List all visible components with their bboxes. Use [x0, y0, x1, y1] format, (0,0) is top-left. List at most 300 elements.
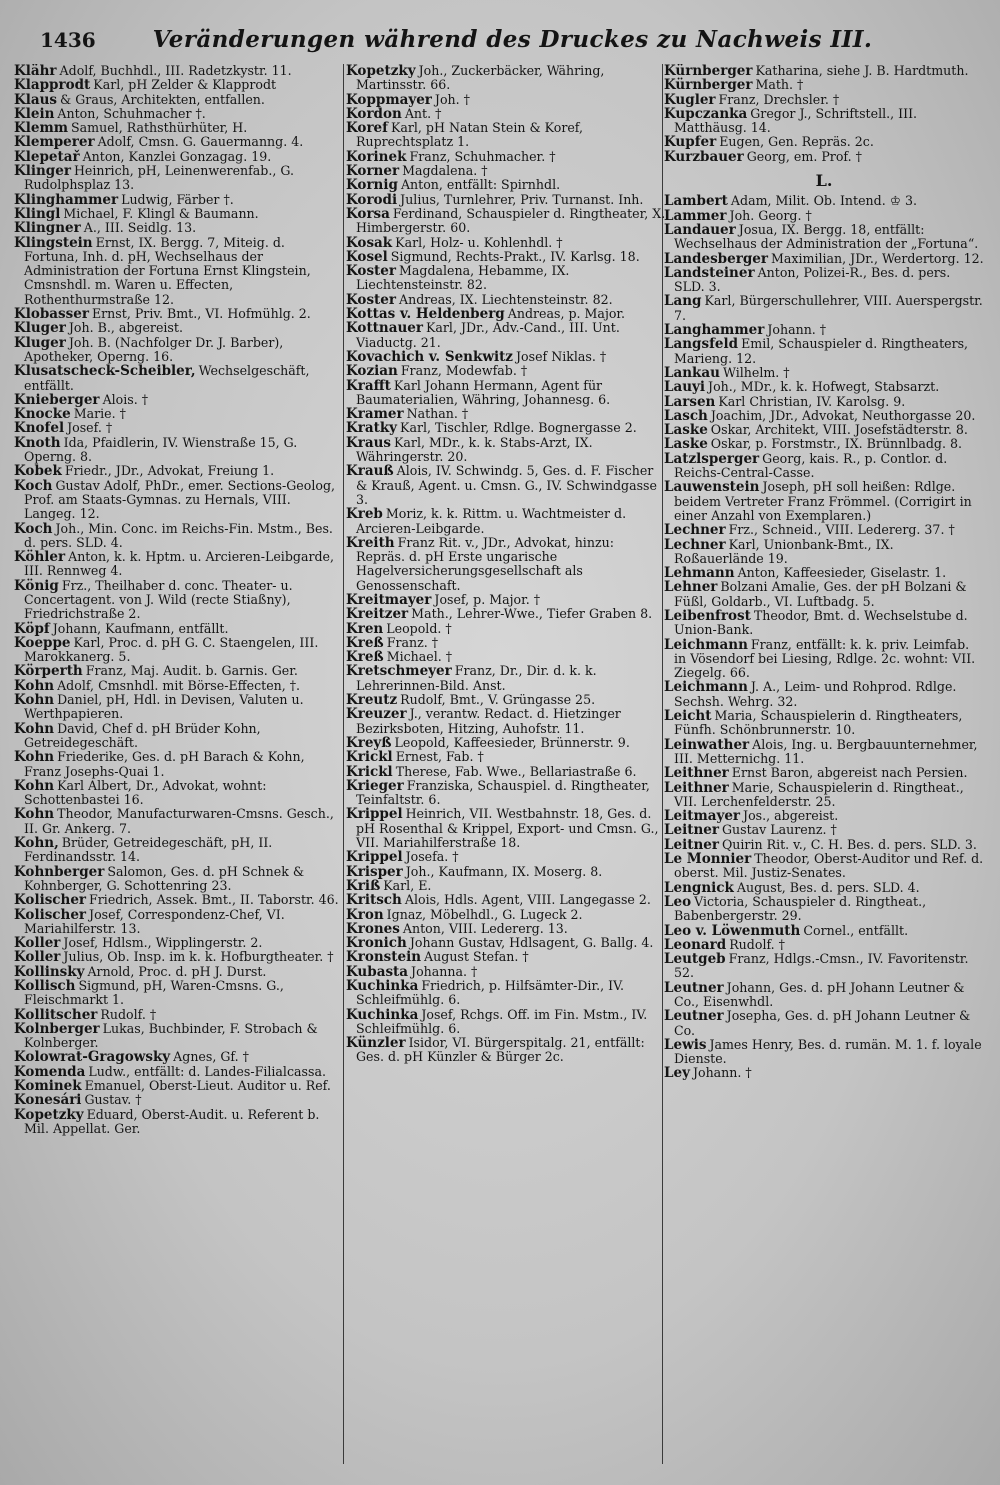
directory-entry: [346, 107, 666, 121]
entry-text: August Stefan. †: [424, 949, 529, 965]
entry-name: Kuchinka: [346, 1006, 419, 1023]
directory-entry: [346, 264, 666, 293]
entry-text: Karl Albert, Dr., Advokat, wohnt: Schottenbastei 16.: [24, 777, 267, 808]
directory-entry: [664, 337, 984, 366]
entry-name: Kohn: [14, 692, 55, 709]
entry-text: David, Chef d. pH Brüder Kohn, Getreidegeschäft.: [24, 720, 261, 750]
directory-entry: [14, 522, 342, 551]
entry-name: Kosak: [346, 234, 393, 251]
directory-entry: [14, 779, 342, 808]
entry-name: Leonard: [664, 936, 727, 953]
entry-name: Lewis: [664, 1036, 707, 1053]
directory-entry: [664, 150, 984, 164]
entry-name: Künzler: [346, 1035, 406, 1052]
directory-entry: [664, 323, 984, 337]
entry-name: Laske: [664, 436, 708, 453]
directory-entry: [346, 893, 666, 907]
directory-entry: [14, 436, 342, 465]
entry-text: Gustav Laurenz. †: [721, 822, 837, 838]
directory-entry: [14, 950, 342, 964]
directory-entry: [14, 664, 342, 678]
entry-name: Krisper: [346, 863, 403, 880]
entry-name: Koller: [14, 949, 61, 966]
directory-entry: [346, 164, 666, 178]
entry-text: Alois, Ing. u. Bergbauunternehmer, III. Metternichg. 11.: [674, 736, 978, 766]
directory-entry: [664, 252, 984, 266]
entry-name: Lankau: [664, 364, 720, 381]
directory-entry: [346, 936, 666, 950]
entry-text: J., verantw. Redact. d. Hietzinger Bezirksboten, Hitzing, Auhofstr. 11.: [356, 706, 621, 736]
directory-entry: [664, 1038, 984, 1067]
entry-name: Klapprodt: [14, 77, 91, 94]
directory-entry: [14, 693, 342, 722]
entry-name: Koch: [14, 477, 53, 494]
entry-text: Daniel, pH, Hdl. in Devisen, Valuten u. Werthpapieren.: [24, 692, 304, 722]
directory-entry: [346, 1008, 666, 1037]
entry-name: Klein: [14, 105, 55, 122]
entry-text: Franz, entfällt: k. k. priv. Leimfab. in Vösendorf bei Liesing, Rdlge. 2c. wohnt: VII. Ziegelg. 66.: [674, 636, 976, 681]
entry-text: Heinrich, pH, Leinenwerenfab., G. Rudolphsplaz 13.: [24, 163, 294, 193]
entry-text: Frz., Schneid., VIII. Ledererg. 37. †: [728, 522, 955, 538]
entry-name: Klähr: [14, 64, 57, 79]
entry-text: Frz., Theilhaber d. conc. Theater- u. Concertagent. von J. Wild (recte Stiaßny), Friedrichstraße 2.: [24, 577, 293, 622]
entry-name: Kreutz: [346, 692, 398, 709]
entry-text: Alois, Hdls. Agent, VIII. Langegasse 2.: [404, 892, 651, 908]
directory-entry: [346, 293, 666, 307]
directory-entry: [346, 850, 666, 864]
entry-name: Klaus: [14, 91, 58, 108]
entry-text: Johann, Ges. d. pH Johann Leutner & Co., Eisenwhdl.: [674, 979, 965, 1009]
entry-text: Friedrich, Assek. Bmt., II. Taborstr. 46.: [89, 892, 339, 908]
directory-entry: [664, 881, 984, 895]
entry-name: Kreß: [346, 634, 384, 651]
entry-text: Adam, Milit. Ob. Intend. ♔ 3.: [730, 193, 918, 209]
entry-name: Kluger: [14, 320, 66, 337]
entry-name: Lengnick: [664, 879, 734, 896]
entry-name: Lambert: [664, 193, 728, 210]
entry-name: Kollisch: [14, 978, 76, 994]
directory-entry: [14, 164, 342, 193]
entry-text: Anton, VIII. Ledererg. 13.: [402, 920, 568, 936]
entry-text: Franz, Maj. Audit. b. Garnis. Ger.: [85, 663, 298, 679]
entry-text: Gustav Adolf, PhDr., emer. Sections-Geolog, Prof. am Staats-Gymnas. zu Hernals, VIII. Langeg. 12.: [24, 477, 336, 522]
entry-name: Korodi: [346, 191, 398, 208]
directory-entry: [664, 580, 984, 609]
directory-entry: [664, 209, 984, 223]
entry-name: Kominek: [14, 1078, 82, 1095]
entry-text: Ferdinand, Schauspieler d. Ringtheater, X. Himbergerstr. 60.: [356, 205, 666, 236]
directory-entry: [346, 707, 666, 736]
entry-text: Theodor, Manufacturwaren-Cmsns. Gesch., II. Gr. Ankerg. 7.: [24, 806, 334, 836]
entry-text: Eduard, Oberst-Audit. u. Referent b. Mil. Appellat. Ger.: [24, 1106, 320, 1136]
directory-entry: [664, 981, 984, 1010]
entry-text: Julius, Turnlehrer, Priv. Turnanst. Inh.: [400, 191, 644, 207]
entry-text: Johann. †: [767, 322, 827, 338]
entry-text: Jos., abgereist.: [743, 808, 839, 824]
entry-text: Bolzani Amalie, Ges. der pH Bolzani & Füßl, Goldarb., VI. Luftbadg. 5.: [674, 579, 967, 609]
directory-entry: [346, 879, 666, 893]
entry-name: Leo: [664, 893, 692, 910]
entry-text: Josepha, Ges. d. pH Johann Leutner & Co.: [674, 1008, 971, 1038]
directory-entry: [14, 1008, 342, 1022]
directory-entry: [346, 421, 666, 435]
entry-text: Brüder, Getreidegeschäft, pH, II. Ferdinandsstr. 14.: [24, 835, 273, 865]
directory-entry: [664, 781, 984, 810]
directory-entry: [664, 366, 984, 380]
entry-name: Kreith: [346, 534, 395, 551]
entry-text: Karl, Proc. d. pH G. C. Staengelen, III. Marokkanerg. 5.: [24, 634, 319, 665]
entry-text: Anton, entfällt: Spirnhdl.: [400, 177, 561, 193]
entry-text: Michael, F. Klingl & Baumann.: [63, 205, 259, 221]
entry-text: Alois, IV. Schwindg. 5, Ges. d. F. Fischer & Krauß, Agent. u. Cmsn. G., IV. Schwindgasse 3.: [356, 463, 657, 507]
entry-text: Sigmund, Rechts-Prakt., IV. Karlsg. 18.: [390, 248, 640, 264]
directory-entry: [664, 223, 984, 252]
entry-name: Kubasta: [346, 963, 409, 980]
entry-text: Anton, Kanzlei Gonzagag. 19.: [82, 148, 272, 164]
entry-text: Georg, em. Prof. †: [746, 148, 862, 164]
entry-text: Josef, Hdlsm., Wipplingerstr. 2.: [63, 935, 263, 951]
entry-name: Lehner: [664, 579, 718, 596]
directory-entry: [346, 178, 666, 192]
directory-entry: [664, 680, 984, 709]
directory-entry: [346, 779, 666, 808]
entry-text: Marie, Schauspielerin d. Ringtheat., VII. Lerchenfelderstr. 25.: [674, 779, 964, 809]
entry-text: Georg, kais. R., p. Contlor. d. Reichs-Central-Casse.: [674, 450, 948, 481]
entry-name: Krieger: [346, 777, 404, 794]
entry-name: Kopetzky: [14, 1106, 84, 1123]
entry-text: Adolf, Buchhdl., III. Radetzkystr. 11.: [59, 64, 292, 78]
entry-name: Koref: [346, 120, 388, 137]
entry-text: Josef. †: [67, 420, 113, 436]
entry-text: Ernst, Priv. Bmt., VI. Hofmühlg. 2.: [91, 306, 311, 322]
directory-entry: [14, 1065, 342, 1079]
directory-entry: [346, 664, 666, 693]
entry-text: Andreas, IX. Liechtensteinstr. 82.: [398, 291, 613, 307]
entry-name: Klingl: [14, 205, 61, 222]
directory-entry: [664, 838, 984, 852]
entry-text: Gregor J., Schriftstell., III. Matthäusg. 14.: [674, 105, 918, 136]
directory-entry: [664, 380, 984, 394]
directory-entry: [664, 566, 984, 580]
entry-text: Adolf, Cmsn. G. Gauermanng. 4.: [97, 134, 304, 150]
directory-entry: [346, 407, 666, 421]
directory-entry: [14, 193, 342, 207]
page-header: [40, 22, 985, 64]
entry-name: Kolischer: [14, 892, 87, 909]
directory-entry: [14, 107, 342, 121]
entry-text: Ignaz, Möbelhdl., G. Lugeck 2.: [386, 906, 583, 922]
entry-name: Kratky: [346, 420, 398, 437]
entry-name: Leitner: [664, 836, 719, 853]
column-divider: [343, 64, 344, 1464]
entry-text: & Graus, Architekten, entfallen.: [60, 91, 265, 107]
entry-text: Cornel., entfällt.: [803, 922, 909, 938]
entry-text: Samuel, Rathsthürhüter, H.: [71, 120, 248, 136]
directory-entry: [14, 1079, 342, 1093]
entry-name: Kramer: [346, 406, 404, 423]
entry-name: Knoth: [14, 434, 61, 451]
directory-entry: [664, 194, 984, 208]
entry-name: Le Monnier: [664, 851, 752, 868]
entry-name: Leitner: [664, 822, 719, 839]
entry-name: Leutner: [664, 1008, 724, 1025]
entry-text: August, Bes. d. pers. SLD. 4.: [736, 879, 920, 895]
entry-name: Kohnberger: [14, 863, 105, 880]
column-2: [346, 64, 666, 1474]
entry-text: Josefa. †: [405, 849, 459, 865]
entry-name: Klingner: [14, 220, 81, 237]
entry-name: Koster: [346, 291, 396, 308]
entry-text: Johanna. †: [411, 963, 478, 979]
entry-text: Michael. †: [386, 649, 453, 665]
entry-text: Anton, Schuhmacher †.: [57, 105, 206, 121]
entry-name: Koeppe: [14, 634, 71, 651]
entry-name: König: [14, 577, 59, 594]
directory-entry: [346, 193, 666, 207]
directory-entry: [346, 150, 666, 164]
entry-name: Leichmann: [664, 679, 748, 696]
directory-entry: [14, 1093, 342, 1107]
directory-entry: [346, 979, 666, 1008]
entry-name: Kopetzky: [346, 64, 416, 79]
entry-text: Franz. †: [386, 634, 439, 650]
entry-name: Kohn: [14, 749, 55, 766]
entry-text: Julius, Ob. Insp. im k. k. Hofburgtheater. †: [63, 949, 334, 965]
directory-entry: [346, 364, 666, 378]
entry-name: Komenda: [14, 1063, 86, 1080]
entry-text: Marie. †: [73, 406, 126, 422]
directory-entry: [14, 307, 342, 321]
entry-name: Kohn,: [14, 835, 59, 852]
directory-entry: [14, 393, 342, 407]
entry-text: Emil, Schauspieler d. Ringtheaters, Marieng. 12.: [674, 336, 969, 366]
directory-entry: [14, 336, 342, 365]
entry-text: Karl, Holz- u. Kohlenhdl. †: [395, 234, 563, 250]
entry-text: Math. †: [755, 77, 804, 93]
column-1: [14, 64, 342, 1474]
directory-entry: [346, 650, 666, 664]
entry-text: Karl, MDr., k. k. Stabs-Arzt, IX. Währingerstr. 20.: [356, 434, 593, 465]
entry-text: Anton, Kaffeesieder, Giselastr. 1.: [737, 565, 947, 581]
entry-name: Lechner: [664, 536, 726, 553]
entry-name: Kren: [346, 620, 384, 637]
directory-entry: [14, 679, 342, 693]
entry-text: Ludwig, Färber †.: [121, 191, 234, 207]
entry-text: Oskar, p. Forstmstr., IX. Brünnlbadg. 8.: [710, 436, 963, 452]
directory-entry: [346, 607, 666, 621]
entry-text: Rudolf, Bmt., V. Grüngasse 25.: [400, 692, 596, 708]
directory-entry: [664, 952, 984, 981]
entry-name: Kretschmeyer: [346, 663, 452, 680]
directory-entry: [14, 150, 342, 164]
entry-text: Adolf, Cmsnhdl. mit Börse-Effecten, †.: [57, 677, 301, 693]
entry-name: Lasch: [664, 407, 708, 424]
entry-text: Sigmund, pH, Waren-Cmsns. G., Fleischmarkt 1.: [24, 978, 284, 1008]
directory-entry: [664, 924, 984, 938]
directory-entry: [346, 908, 666, 922]
directory-entry: [664, 709, 984, 738]
entry-name: Larsen: [664, 393, 716, 410]
directory-entry: [346, 436, 666, 465]
entry-name: Ley: [664, 1065, 690, 1082]
directory-entry: [346, 765, 666, 779]
entry-name: Leinwather: [664, 736, 750, 753]
entry-text: Ernst Baron, abgereist nach Persien.: [731, 765, 968, 781]
directory-entry: [14, 1022, 342, 1051]
entry-name: Klemperer: [14, 134, 95, 151]
entry-text: Ernst, IX. Bergg. 7, Miteig. d. Fortuna, Inh. d. pH, Wechselhaus der Administration der Fortuna Ernst Klingstein, Cmsnshdl. m. Waren u. Effecten, Rothenthurmstraße 12.: [24, 234, 311, 307]
directory-entry: [664, 895, 984, 924]
entry-text: Katharina, siehe J. B. Hardtmuth.: [755, 64, 969, 78]
entry-name: Kohn: [14, 677, 55, 694]
entry-text: Eugen, Gen. Repräs. 2c.: [719, 134, 874, 150]
entry-name: Kugler: [664, 91, 716, 108]
directory-entry: [664, 523, 984, 537]
entry-name: Klinghammer: [14, 191, 119, 208]
entry-name: Krafft: [346, 377, 391, 394]
directory-entry: [346, 622, 666, 636]
directory-entry: [14, 135, 342, 149]
directory-entry: [14, 579, 342, 622]
directory-entry: [664, 294, 984, 323]
entry-text: Karl Johann Hermann, Agent für Baumaterialien, Währing, Johannesg. 6.: [356, 377, 611, 407]
entry-name: Kollinsky: [14, 963, 85, 980]
directory-entry: [14, 979, 342, 1008]
entry-text: Anton, k. k. Hptm. u. Arcieren-Leibgarde, III. Rennweg 4.: [24, 549, 335, 579]
entry-text: Therese, Fab. Wwe., Bellariastraße 6.: [395, 763, 637, 779]
entry-name: Kupfer: [664, 134, 717, 151]
directory-entry: [346, 750, 666, 764]
entry-text: Johann. †: [692, 1065, 752, 1081]
directory-entry: [346, 693, 666, 707]
entry-text: Ida, Pfaidlerin, IV. Wienstraße 15, G. Operng. 8.: [24, 434, 298, 465]
entry-name: Kron: [346, 906, 384, 923]
directory-entry: [14, 622, 342, 636]
entry-text: Franz Rit. v., JDr., Advokat, hinzu: Repräs. d. pH Erste ungarische Hagelversicherungsgesellschaft als Genossenschaft.: [356, 534, 614, 593]
entry-text: Joachim, JDr., Advokat, Neuthorgasse 20.: [710, 407, 976, 423]
entry-name: Kovachich v. Senkwitz: [346, 348, 513, 365]
entry-name: Krauß: [346, 463, 394, 480]
entry-name: Leutgeb: [664, 951, 726, 968]
entry-name: Kürnberger: [664, 64, 753, 79]
entry-name: Latzlsperger: [664, 450, 760, 467]
entry-name: Lauwenstein: [664, 479, 760, 496]
entry-text: Friedrich, p. Hilfsämter-Dir., IV. Schleifmühlg. 6.: [356, 978, 624, 1008]
directory-entry: [664, 93, 984, 107]
entry-text: Karl, Unionbank-Bmt., IX. Roßauerlände 19.: [674, 536, 894, 566]
entry-text: Joseph, pH soll heißen: Rdlge. beidem Vertreter Franz Frömmel. (Corrigirt in einer Anzahl von Exemplaren.): [674, 479, 972, 523]
entry-name: Kronstein: [346, 949, 422, 966]
entry-text: Josef, Correspondenz-Chef, VI. Mariahilferstr. 13.: [24, 906, 285, 936]
directory-entry: [664, 1066, 984, 1080]
directory-entry: [14, 121, 342, 135]
entry-name: Klemm: [14, 120, 69, 137]
directory-entry: [346, 236, 666, 250]
entry-text: J. A., Leim- und Rohprod. Rdlge. Sechsh. Wehrg. 32.: [674, 679, 957, 709]
directory-entry: [346, 93, 666, 107]
directory-entry: [664, 938, 984, 952]
directory-entry: [664, 266, 984, 295]
entry-text: Maximilian, JDr., Werdertorg. 12.: [770, 250, 984, 266]
directory-entry: [664, 64, 984, 78]
entry-name: Kolnberger: [14, 1020, 100, 1037]
entry-name: Leicht: [664, 708, 712, 725]
directory-entry: [664, 423, 984, 437]
entry-text: Franz, Drechsler. †: [718, 91, 840, 107]
directory-entry: [14, 479, 342, 522]
directory-entry: [14, 807, 342, 836]
directory-entry: [664, 1009, 984, 1038]
entry-text: Karl, JDr., Adv.-Cand., III. Unt. Viaductg. 21.: [356, 320, 620, 350]
entry-name: Koch: [14, 520, 53, 537]
entry-text: Franz, Dr., Dir. d. k. k. Lehrerinnen-Bild. Anst.: [356, 663, 597, 693]
column-3: [664, 64, 984, 1474]
entry-name: Knieberger: [14, 391, 100, 408]
directory-entry: [346, 865, 666, 879]
entry-text: Quirin Rit. v., C. H. Bes. d. pers. SLD. 3.: [721, 836, 977, 852]
directory-entry: [664, 437, 984, 451]
entry-text: James Henry, Bes. d. rumän. M. 1. f. loyale Dienste.: [674, 1036, 982, 1067]
directory-entry: [664, 452, 984, 481]
directory-entry: [14, 722, 342, 751]
entry-name: Kritsch: [346, 892, 402, 909]
entry-name: Langsfeld: [664, 336, 739, 353]
entry-name: Landesberger: [664, 250, 768, 267]
directory-entry: [664, 135, 984, 149]
directory-entry: [14, 64, 342, 78]
directory-entry: [664, 852, 984, 881]
page-title: Veränderungen während des Druckes zu Nachweis III.: [152, 26, 873, 53]
entry-name: Knofel: [14, 420, 65, 437]
entry-text: Agnes, Gf. †: [173, 1049, 249, 1065]
entry-text: Magdalena. †: [402, 163, 488, 179]
entry-name: Kürnberger: [664, 77, 753, 94]
entry-text: Karl, pH Zelder & Klapprodt: [93, 77, 277, 93]
entry-text: Gustav. †: [84, 1092, 142, 1108]
directory-entry: [664, 395, 984, 409]
entry-name: Konesári: [14, 1092, 82, 1109]
entry-name: Kreitzer: [346, 606, 409, 623]
directory-entry: [346, 464, 666, 507]
entry-name: Kronich: [346, 935, 407, 952]
directory-entry: [664, 538, 984, 567]
directory-entry: [346, 250, 666, 264]
entry-text: Victoria, Schauspieler d. Ringtheat., Babenbergerstr. 29.: [674, 893, 927, 924]
directory-entry: [14, 936, 342, 950]
entry-name: Korinek: [346, 148, 407, 165]
entry-name: Lauyi: [664, 379, 706, 396]
entry-name: Kluger: [14, 334, 66, 351]
directory-entry: [14, 893, 342, 907]
directory-entry: [346, 207, 666, 236]
entry-text: Maria, Schauspielerin d. Ringtheaters, Fünfh. Schönbrunnerstr. 10.: [674, 708, 963, 738]
entry-name: Lehmann: [664, 565, 735, 582]
entry-text: Math., Lehrer-Wwe., Tiefer Graben 8.: [411, 606, 653, 622]
directory-entry: [14, 364, 342, 393]
directory-entry: [346, 636, 666, 650]
entry-text: Leopold, Kaffeesieder, Brünnerstr. 9.: [394, 734, 630, 750]
entry-text: Joh. †: [434, 91, 470, 107]
directory-entry: [14, 750, 342, 779]
entry-text: Joh., MDr., k. k. Hofwegt, Stabsarzt.: [708, 379, 940, 395]
entry-name: Krippel: [346, 849, 403, 866]
entry-name: Klinger: [14, 163, 71, 180]
entry-name: Lechner: [664, 522, 726, 539]
directory-entry: [664, 823, 984, 837]
directory-entry: [14, 207, 342, 221]
directory-entry: [664, 738, 984, 767]
entry-name: Krones: [346, 920, 400, 937]
